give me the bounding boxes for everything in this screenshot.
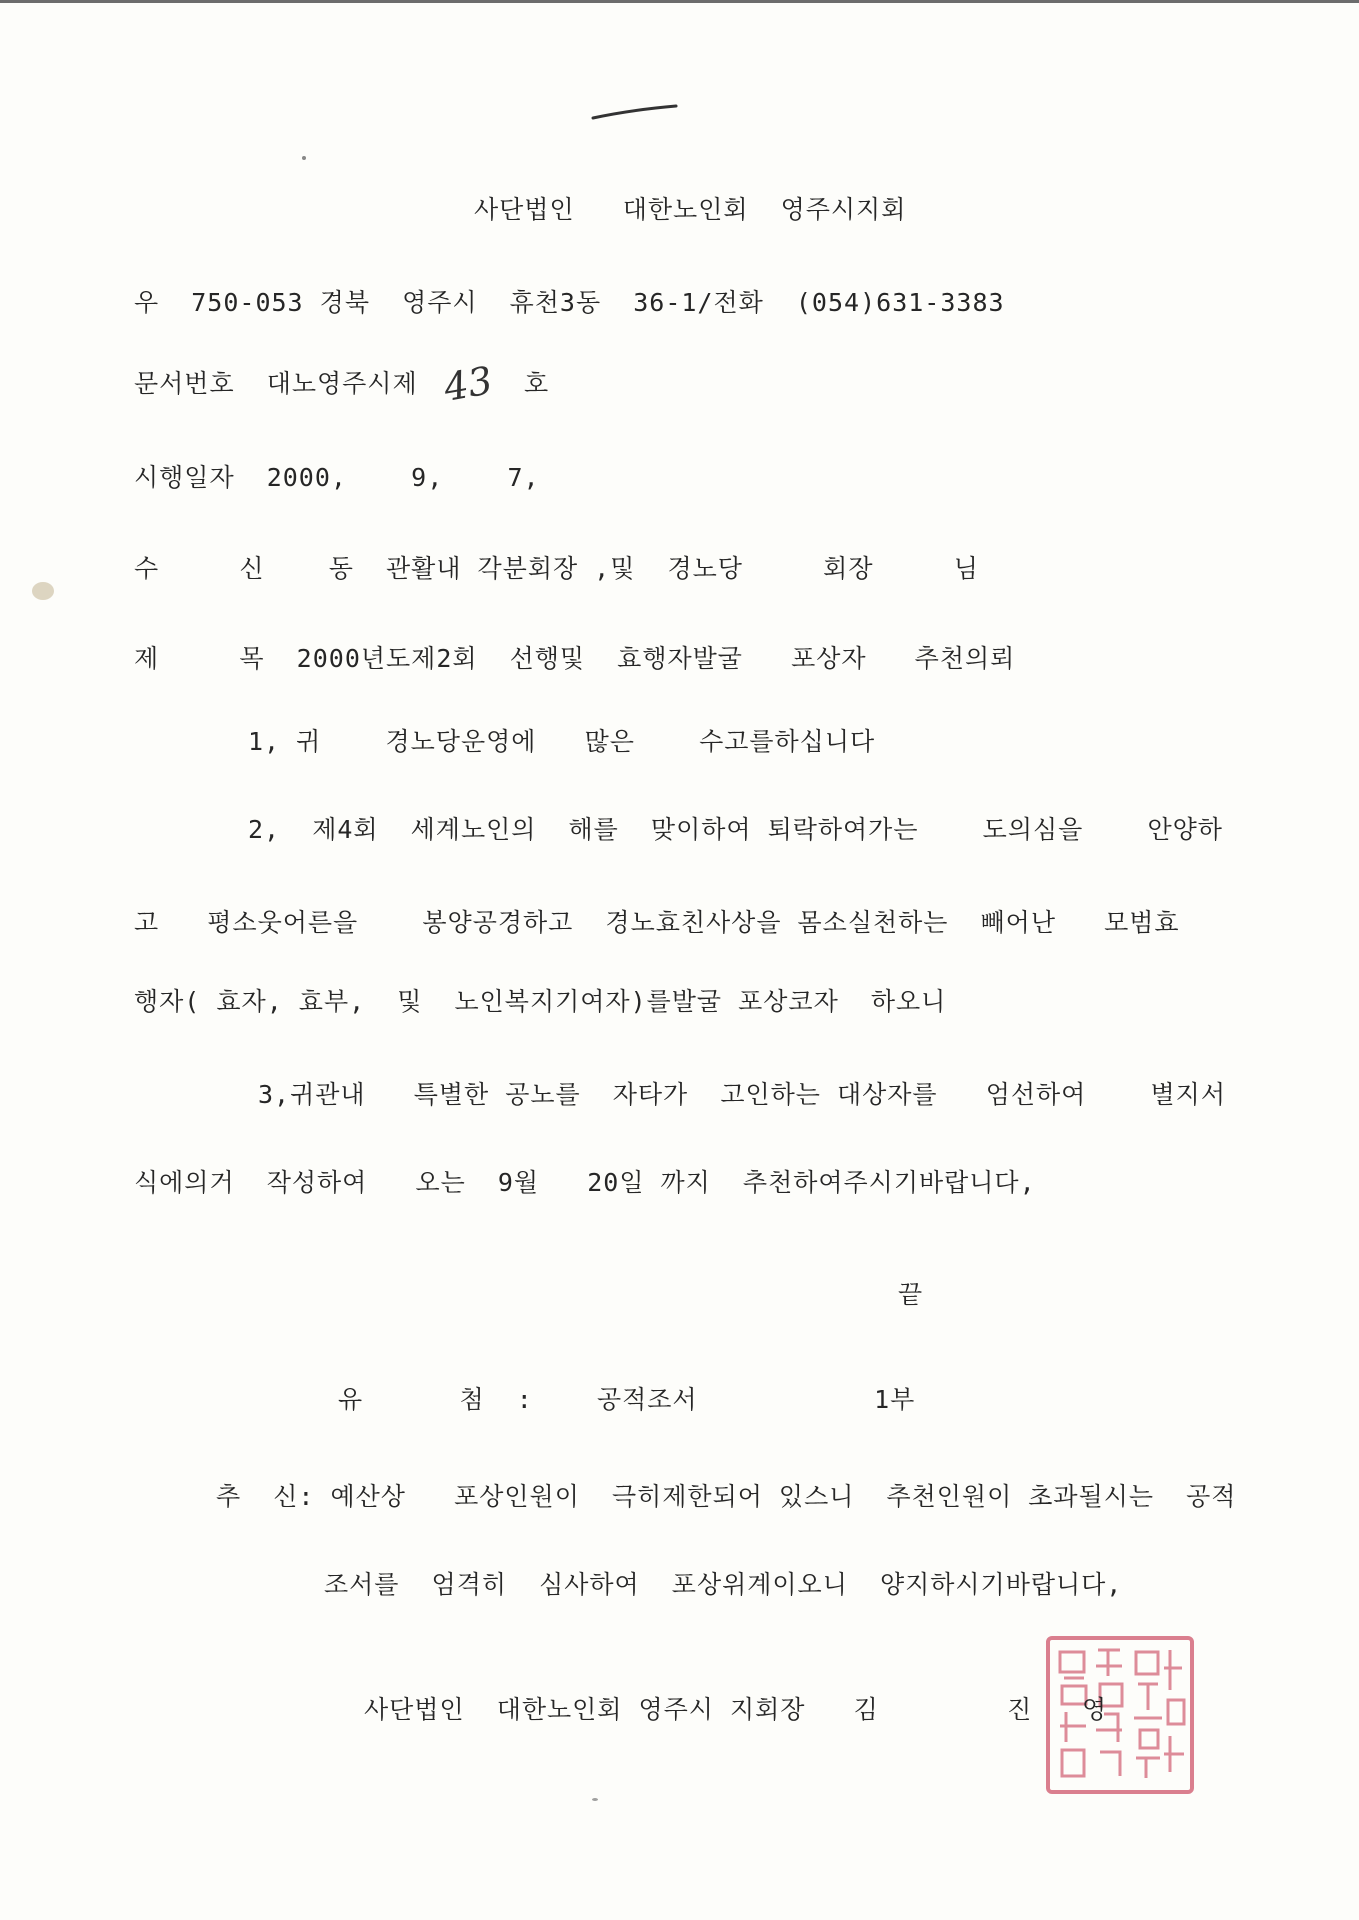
date-line: 시행일자 2000, 9, 7, — [134, 463, 540, 492]
official-seal-stamp — [1046, 1636, 1194, 1794]
paper-speck — [302, 156, 306, 160]
body-paragraph-2-cont: 고 평소웃어른을 봉양공경하고 경노효친사상을 몸소실천하는 빼어난 모범효 — [134, 908, 1180, 937]
postscript-line-2: 조서를 엄격히 심사하여 포상위계이오니 양지하시기바랍니다, — [324, 1570, 1123, 1599]
doc-number-label: 문서번호 대노영주시제 — [134, 369, 418, 398]
paper-speck — [592, 1798, 598, 1801]
paper-stain — [32, 582, 54, 600]
body-paragraph-3: 3,귀관내 특별한 공노를 자타가 고인하는 대상자를 엄선하여 별지서 — [258, 1080, 1226, 1109]
end-mark: 끝 — [898, 1280, 924, 1309]
attachment-line: 유 첨 : 공적조서 1부 — [338, 1385, 916, 1414]
doc-number-suffix: 호 — [524, 369, 550, 398]
recipient-line: 수 신 동 관활내 각분회장 ,및 경노당 회장 님 — [134, 554, 979, 583]
address-line: 우 750-053 경북 영주시 휴천3동 36-1/전화 (054)631-3383 — [134, 288, 1005, 317]
pen-stroke — [590, 98, 680, 124]
doc-number-handwritten: 43 — [440, 358, 496, 410]
letter-header: 사단법인 대한노인회 영주시지회 — [474, 195, 907, 224]
body-paragraph-3-cont: 식에의거 작성하여 오는 9월 20일 까지 추천하여주시기바랍니다, — [134, 1168, 1036, 1197]
subject-line: 제 목 2000년도제2회 선행및 효행자발굴 포상자 추천의뢰 — [134, 644, 1016, 673]
signature-line: 사단법인 대한노인회 영주시 지회장 김 진 — [364, 1695, 1033, 1724]
seal-character: 영 — [1082, 1695, 1108, 1724]
body-paragraph-2-end: 행자( 효자, 효부, 및 노인복지기여자)를발굴 포상코자 하오니 — [134, 987, 947, 1016]
scan-edge — [0, 0, 1359, 3]
body-paragraph-1: 1, 귀 경노당운영에 많은 수고를하십니다 — [248, 727, 876, 756]
postscript-line-1: 추 신: 예산상 포상인원이 극히제한되어 있스니 추천인원이 초과될시는 공적 — [216, 1482, 1237, 1511]
body-paragraph-2: 2, 제4회 세계노인의 해를 맞이하여 퇴락하여가는 도의심을 안양하 — [248, 815, 1223, 844]
